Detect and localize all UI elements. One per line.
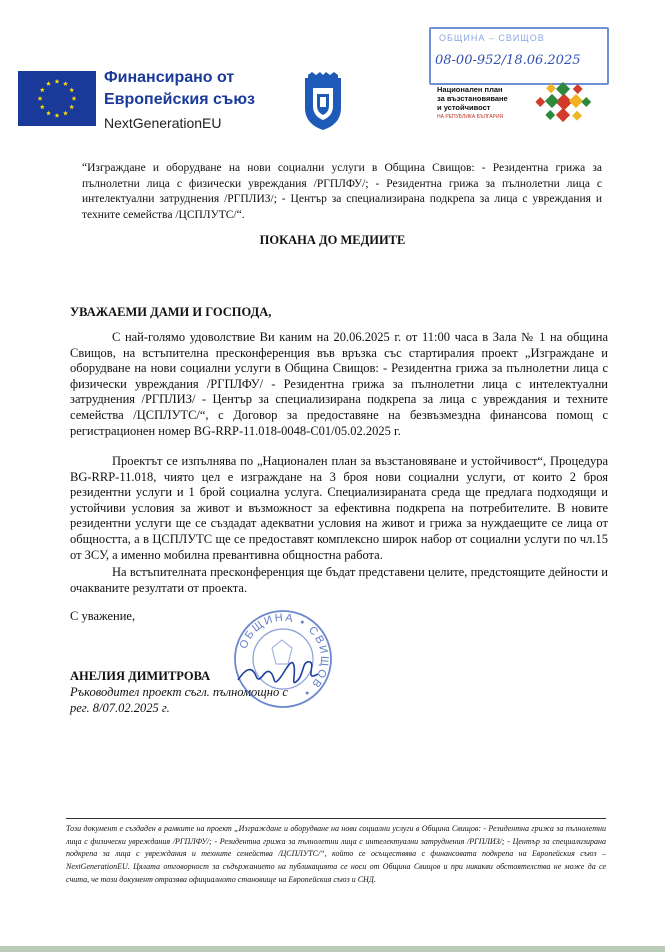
closing: С уважение, — [70, 609, 136, 623]
document-title: ПОКАНА ДО МЕДИИТЕ — [259, 233, 406, 247]
footer-disclaimer: Този документ е създаден в рамките на проект „Изграждане и оборудване на нови социални услуги в Община Свищов: - Резидентна грижа за пълнолетни лица с физически увреждания /РГПЛФУ/; - Резидентна грижа за пълнолетни лица с интелектуални затруднения /РГПЛИЗ/; - Център за специализирана подкрепа за лица с увреждания и техните семейства /ЦСПЛУТС/“, който се осъществява с финансовата подкрепа на Европейския съюз – NextGenerationEU. Цялата отговорност за съдържанието на публикацията се носи от Община Свищов и при никакви обстоятелства не може да се счита, че този документ отразява официалното становище на Европейския съюз и СНД. — [66, 824, 606, 884]
eu-logo-line1: Финансирано от — [104, 69, 235, 86]
npv-pattern-icon — [535, 82, 593, 122]
municipality-crest-icon — [302, 72, 344, 132]
eu-logo-line3: NextGenerationEU — [104, 115, 222, 131]
svg-text:ОБЩИНА • СВИЩОВ •: ОБЩИНА • СВИЩОВ • — [237, 611, 331, 700]
footer-divider — [66, 818, 606, 819]
npv-logo-text — [437, 85, 527, 122]
paragraph-project: Проектът се изпълнява по „Национален план за възстановяване и устойчивост“, Процедура BG-RRP-11.018, чиято цел е изграждане на 3 броя нови социални услуги, от които 2 броя резидентни услуги и 1 брой социална услуга. Специализираната среда ще предлага подходящи и устойчиви условия за живот и възможност за ефективна подкрепа на потребителите. В новите резидентни услуги ще се създадат адекватни условия на живот и грижа за нуждаещите се лица от общността, а в ЦСПЛУТС ще се предоставят комплексно широк набор от социални услуги по чл.15 от ЗСУ, а именно мобилна превантивна общностна работа. — [70, 454, 608, 562]
paragraph-conference: На встъпителната пресконференция ще бъдат представени целите, предстоящите дейности и очакваните резултати от проекта. — [70, 565, 608, 595]
official-seal — [232, 608, 334, 710]
eu-logo-line2: Европейския съюз — [104, 91, 255, 108]
registration-number: 08-00-952/18.06.2025 — [435, 53, 581, 68]
registration-stamp-faint-text: ОБЩИНА – СВИЩОВ — [439, 33, 545, 43]
page-bottom-edge — [0, 946, 665, 952]
npv-line3: и устойчивост — [437, 103, 491, 112]
paragraph-invitation: С най-голямо удоволствие Ви каним на 20.06.2025 г. от 11:00 часа в Зала № 1 на община Свищов, на встъпителна пресконференция във връзка със стартиралия проект „Изграждане и оборудване на нови социални услуги в Община Свищов: - Резидентна грижа за пълнолетни лица с физически увреждания /РГПЛФУ/ - Резидентна грижа за пълнолетни лица с интелектуални затруднения /РГПЛИЗ/ - Център за специализирана подкрепа за лица с увреждания и техните семейства /ЦСПЛУТС/“, с Договор за предоставяне на безвъзмездна финансова помощ с регистрационен номер BG-RRP-11.018-0048-C01/05.02.2025 г. — [70, 330, 608, 438]
npv-line2: за възстановяване — [437, 94, 508, 103]
npv-line1: Национален план — [437, 85, 503, 94]
signature-scribble-icon — [238, 662, 318, 683]
project-intro: “Изграждане и оборудване на нови социални услуги в Община Свищов: - Резидентна грижа за пълнолетни лица с физически увреждания /РГПЛФУ/; - Резидентна грижа за пълнолетни лица с интелектуални затруднения /РГПЛИЗ/; - Център за специализирана подкрепа за лица с увреждания и техните семейства /ЦСПЛУТС/“. — [82, 162, 602, 221]
greeting: УВАЖАЕМИ ДАМИ И ГОСПОДА, — [70, 305, 272, 319]
registration-stamp — [429, 27, 609, 85]
npv-subline: НА РЕПУБЛИКА БЪЛГАРИЯ — [437, 114, 504, 120]
signatory-role: Ръководител проект съгл. пълномощно с рег. 8/07.02.2025 г. — [70, 685, 288, 715]
signatory-name: АНЕЛИЯ ДИМИТРОВА — [70, 669, 211, 683]
eu-flag-icon — [18, 71, 96, 126]
